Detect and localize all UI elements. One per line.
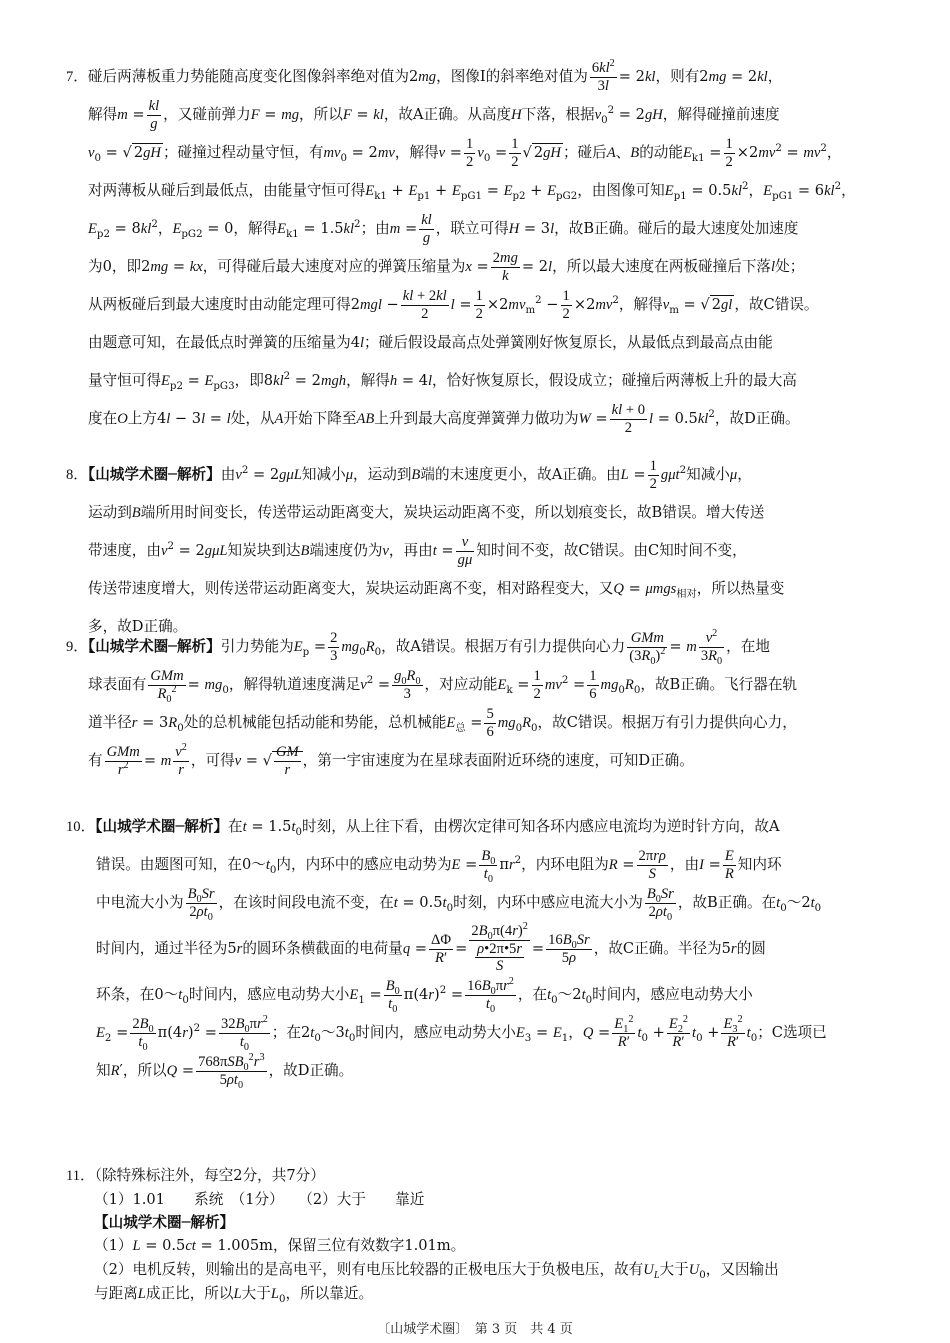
q7-line: 量守恒可得$E_{p2} = E_{pG3}$，即$8kl^2 = 2mgh$，解得h = 4l，恰好恢复原长，假设成立；碰撞后两薄板上升的最大高 bbox=[88, 371, 797, 392]
q11-line: （1）L = 0.5ct = 1.005m，保留三位有效数字1.01m。 bbox=[94, 1237, 466, 1254]
q9-number: 9． bbox=[66, 639, 88, 655]
solution-q10 bbox=[66, 808, 888, 1090]
q7-line: 7．碰后两薄板重力势能随高度变化图像斜率绝对值为2mg，图像Ⅰ的斜率绝对值为 $\frac{6kl^2}{3l}$ = 2kl，则有2mg = 2kl， bbox=[66, 57, 783, 94]
q7-line: 为0，即2mg = kx，可得碰后最大速度对应的弹簧压缩量为x = $\frac{2mg}{k}$ = 2l，所以最大速度在两板碰撞后下落l处； bbox=[88, 249, 805, 284]
q10-line: 知R′，所以Q = $\frac{768\pi SB_0^2r^3}{5\rho t_0}$ ，故D正确。 bbox=[96, 1051, 354, 1091]
q10-line: 环条，在$0\sim t_0$时间内，感应电动势大小$E_1$ = $\frac{B_0}{t_0}$ $\pi(4r)^2$ = $\frac{16B_0\pi r^2}{t_0}$ ，在$t_0\sim 2t_0$时间内，感应电动势大小 bbox=[96, 975, 753, 1015]
q9-line: 有 $\frac{\text{GMm}}{r^2}$ = m $\frac{v^2}{r}$ ，可得v = √ $\frac{GM}{r}$ ，第一宇宙速度为在星球表面附近环绕的速度，可知D正确。 bbox=[88, 741, 694, 778]
q7-line: $v_0$ = √ 2gH ；碰撞过程动量守恒，有$mv_0 = 2mv$，解得v = $\frac{1}{2}$ $v_0$ = $\frac{1}{2}$ √ 2gH ；碰后A、B的动能$E_{k1}$ = $\frac{1}{2}$ $\times 2mv^2 = mv^2$， bbox=[88, 135, 842, 170]
q8-line: 8．【山城学术圈─解析】由$v^2 = 2g\mu L$知减小μ，运动到B端的末速度更小，故A正确。由L = $\frac{1}{2}$ gμt$^2$知减小μ， bbox=[66, 457, 752, 492]
q11-header bbox=[66, 1164, 888, 1188]
q10-line: 10．【山城学术圈─解析】在$t = 1.5t_0$时刻，从上往下看，由楞次定律可知各环内感应电流均为逆时针方向，故A bbox=[66, 818, 780, 838]
q9-line: 9．【山城学术圈─解析】引力势能为$E_p$ = $\frac{2}{3}$ $mg_0R_0$，故A错误。根据万有引力提供向心力 $\frac{\text{GMm}}{(3R_0)^2}$ = m $\frac{v^2}{3R_0}$ ，在地 bbox=[66, 627, 770, 667]
q11-number: 11． bbox=[66, 1168, 95, 1184]
q11-line: 与距离L成正比，所以L大于$L_0$，所以靠近。 bbox=[94, 1285, 374, 1305]
q8-line: 多，故D正确。 bbox=[88, 618, 188, 635]
q10-number: 10． bbox=[66, 819, 96, 835]
q10-line: $E_2$ = $\frac{2B_0}{t_0}$ $\pi(4r)^2$ = $\frac{32B_0\pi r^2}{t_0}$ ；在$2t_0\sim 3t_0$时间内，感应电动势大小$E_3 = E_1$，Q = $\frac{E_1^2}{R'}$ $t_0$ + $\frac{E_2^2}{R'}$ $t_0$ + $\frac{E_3^2}{R'}$ $t_0$；C选项已 bbox=[96, 1013, 827, 1053]
q7-line: $E_{p2} = 8kl^2$，$E_{pG2} = 0$，解得$E_{k1} = 1.5kl^2$；由m = $\frac{kl}{g}$ ，联立可得H = 3l，故B正确。碰后的最大速度处加速度 bbox=[88, 211, 799, 246]
q10-line: 错误。由题图可知，在$0\sim t_0$内，内环中的感应电动势为E = $\frac{B_0}{t_0}$ $\pi r^2$，内环电阻为R = $\frac{\text{2πrρ}}{S}$ ，由I = $\frac{E}{R}$ 知内环 bbox=[96, 847, 782, 885]
q7-line: 对两薄板从碰后到最低点，由能量守恒可得$E_{k1} + E_{p1} + E_{pG1} = E_{p2} + E_{pG2}$，由图像可知$E_{p1} = 0.5kl^2$，$E_{pG1} = 6kl^2$， bbox=[88, 181, 856, 202]
q8-tag: 【山城学术圈─解析】 bbox=[87, 466, 221, 483]
q8-line: 运动到B端所用时间变长，传送带运动距离变大，炭块运动距离不变，所以划痕变长，故B错误。增大传送 bbox=[88, 504, 765, 521]
q8-line: 传送带速度增大，则传送带运动距离变大，炭块运动距离不变，相对路程变大，又Q = μmgs$_{相对}$，所以热量变 bbox=[88, 580, 785, 600]
q11-tag: 【山城学术圈─解析】 bbox=[94, 1214, 235, 1231]
solution-q11 bbox=[66, 1164, 888, 1306]
solution-q9 bbox=[66, 628, 888, 780]
q8-number: 8． bbox=[66, 467, 88, 483]
q10-line: 时间内，通过半径为5r的圆环条横截面的电荷量q = $\frac{\Delta\Phi}{R'}$ = $\frac{2B_0\pi(4r)^2}{\frac{\rho•2\pi•5r}{S}}$ = $\frac{16B_0Sr}{5\rho}$ ，故C正确。半径为5r的圆 bbox=[96, 920, 766, 975]
q8-line: 带速度，由$v^2 = 2g\mu L$知炭块到达B端速度仍为v，再由t = $\frac{v}{g\mu}$ 知时间不变，故C错误。由C知时间不变， bbox=[88, 533, 747, 568]
q11-line: （2）电机反转，则输出的是高电平，则有电压比较器的正极电压大于负极电压，故有$U_L$大于$U_0$，又因输出 bbox=[94, 1261, 779, 1281]
page-footer: 〔山城学术圈〕 第 3 页 共 4 页 bbox=[377, 1322, 573, 1337]
q7-line: 从两板碰后到最大速度时由动能定理可得2mgl − $\frac{kl + 2kl}{2}$ l = $\frac{1}{2}$ $\times 2mv_m^2$ − $\frac{1}{2}$ $\times 2mv^2$，解得$v_m$ = √ 2gl ，故C错误。 bbox=[88, 287, 819, 322]
q7-line: 解得m = $\frac{kl}{g}$ ，又碰前弹力F = mg，所以F = kl，故A正确。从高度H下落，根据$v_0^2 = 2gH$，解得碰撞前速度 bbox=[88, 97, 780, 132]
q11-scoring-note: （除特殊标注外，每空2分，共7分） bbox=[94, 1167, 325, 1184]
q7-line: 由题意可知，在最低点时弹簧的压缩量为4l；碰后假设最高点处弹簧刚好恢复原长，从最低点到最高点由能 bbox=[88, 334, 773, 351]
q7-number: 7． bbox=[66, 69, 88, 85]
q7-line: 度在O上方4l − 3l = l处，从A开始下降至AB上升到最大高度弹簧弹力做功为W = $\frac{kl + 0}{2}$ $l = 0.5kl^2$，故D正确。 bbox=[88, 401, 800, 436]
solution-q7 bbox=[66, 58, 888, 438]
q11-answers: （1）1.01 系统 （1分） （2）大于 靠近 bbox=[94, 1191, 425, 1208]
q10-line: 中电流大小为 $\frac{B_0Sr}{2\rho t_0}$ ，在该时间段电流不变，在$t = 0.5t_0$时刻，内环中感应电流大小为 $\frac{B_0Sr}{2\rho t_0}$ ，故B正确。在$t_0\sim 2t_0$ bbox=[96, 885, 822, 923]
q9-line: 球表面有 $\frac{\text{GMm}}{R_0^2}$ = $mg_0$，解得轨道速度满足$v^2$ = $\frac{g_0R_0}{3}$ ，对应动能$E_k$ = $\frac{1}{2}$ $mv^2$ = $\frac{1}{6}$ $mg_0R_0$，故B正确。飞行器在轨 bbox=[88, 667, 798, 705]
solution-q8 bbox=[66, 456, 888, 645]
q9-tag: 【山城学术圈─解析】 bbox=[87, 638, 221, 655]
q9-line: 道半径$r = 3R_0$处的总机械能包括动能和势能，总机械能$E_总$ = $\frac{5}{6}$ $mg_0R_0$，故C错误。根据万有引力提供向心力， bbox=[88, 705, 797, 740]
q10-tag: 【山城学术圈─解析】 bbox=[95, 818, 229, 835]
